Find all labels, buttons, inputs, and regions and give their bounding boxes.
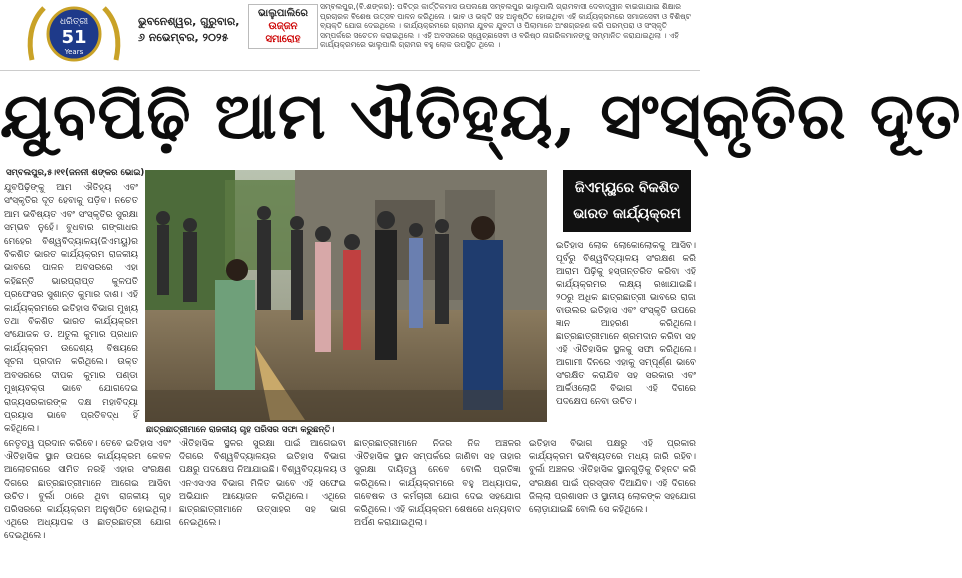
emblem-years: Years (64, 48, 84, 56)
bottom-column: ଇତିହାସ ବିଭାଗ ପକ୍ଷରୁ ଏହି ପ୍ରକାର କାର୍ଯ୍ୟକ୍ରମ ଭବିଷ୍ୟତରେ ମଧ୍ୟ ଜାରି ରହିବ। ବୁର୍ଲା ଅଞ୍ଚଳର ଐତିହାସିକ ସ୍ଥାନଗୁଡ଼ିକୁ ଚିହ୍ନଟ କରି ସଂରକ୍ଷଣ ପାଇଁ ପ୍ରସ୍ତାବ ଦିଆଯିବ। ଏହି ଦିଗରେ ଜିଲ୍ଲା ପ୍ରଶାସନ ଓ ସ୍ଥାନୀୟ ଲୋକଙ୍କ ସହଯୋଗ ଲୋଡ଼ାଯାଇଛି ବୋଲି ସେ କହିଥିଲେ। (529, 439, 696, 516)
date-line-1: ଭୁବନେଶ୍ୱର, ଗୁରୁବାର, (138, 15, 240, 28)
sidebox-title (563, 170, 691, 232)
article-bottom-columns (4, 438, 696, 578)
photo-caption: ଛାତ୍ରଛାତ୍ରୀମାନେ ରାଜକୀୟ ଗୃହ ପରିସର ସଫା କରୁଛନ୍ତି। (146, 425, 335, 435)
byline: ସମ୍ବଲପୁର,୫।୧୧(ଜନନୀ ଶଙ୍କର ଭୋଇ) (6, 168, 145, 178)
emblem-top-text: ଧରିତ୍ରୀ (59, 17, 89, 27)
bottom-column: ଛାତ୍ରଛାତ୍ରୀମାନେ ନିଜର ନିଜ ଅଞ୍ଚଳର ଐତିହାସିକ ସ୍ଥାନ ସମ୍ପର୍କରେ ଜାଣିବା ସହ ତାହାର ସୁରକ୍ଷା ଦାୟିତ୍ୱ ନେବେ ବୋଲି ପ୍ରତିଜ୍ଞା କରିଥିଲେ। କାର୍ଯ୍ୟକ୍ରମରେ ବହୁ ଅଧ୍ୟାପକ, ଗବେଷକ ଓ କର୍ମଚାରୀ ଯୋଗ ଦେଇ ସହଯୋଗ କରିଥିଲେ। ଏହି କାର୍ଯ୍ୟକ୍ରମ ଶେଷରେ ଧନ୍ୟବାଦ ଅର୍ପଣ କରାଯାଇଥିଲା। (354, 439, 521, 529)
emblem-number: 51 (61, 27, 87, 48)
article-right-column: ଇତିହାସ ଲୋକ ଲୋକୋଲୋକକୁ ଆସିବ। ପୂର୍ବରୁ ବିଶ୍ୱବିଦ୍ୟାଳୟ ସଂରକ୍ଷଣ କରି ଆରାମ ପିଢ଼ିକୁ ହସ୍ତାନ୍ତରିତ କରିବା ଏହି କାର୍ଯ୍ୟକ୍ରମର ଲକ୍ଷ୍ୟ ରଖାଯାଇଛି। ୨୦ରୁ ଅଧିକ ଛାତ୍ରଛାତ୍ରୀ ଭାବରେ ରାଜା ବାଉଲର ଇତିହାସ ଏବଂ ସଂସ୍କୃତି ଉପରେ ଜ୍ଞାନ ଆହରଣ କରିଥିଲେ। ଛାତ୍ରଛାତ୍ରୀମାନେ ଶ୍ରମଦାନ କରିବା ସହ ଏହି ଐତିହାସିକ ସ୍ଥଳକୁ ସଫା କରିଥିଲେ। ଆଗାମୀ ଦିନରେ ଏହାକୁ ସମ୍ପୂର୍ଣ୍ଣ ଭାବେ ସଂରକ୍ଷିତ କରାଯିବ ସହ ସରକାର ଏବଂ ଆର୍କିଓଲୋଜି ବିଭାଗ ଏହି ଦିଗରେ ପଦକ୍ଷେପ ନେବା ଉଚିତ। (556, 241, 696, 407)
masthead (0, 0, 700, 71)
side-story-label (248, 4, 318, 49)
side-label-line-2: ଉଜ୍ଜନ (268, 21, 298, 32)
side-story-text: ସମ୍ବଲପୁର,(ବି.ଶଙ୍କର): ପବିତ୍ର କାର୍ତ୍ତିକମାସ ଉପଲକ୍ଷେ ସମ୍ବଲପୁର ଭାଲୁପାଲି ଗ୍ରାମବାସୀ ଦେବାଦ୍ୱୀନ ବାଇଗାଯାଇ ଶିକ୍ଷାର ପ୍ରଚାରକ ବିଶେଷ ଉତ୍ସବ ପାଳନ କରିଥିଲେ । ଭାବ ଓ ଭକ୍ତି ସହ ଅନୁଷ୍ଠିତ ହୋଇଥିବା ଏହି କାର୍ଯ୍ୟକ୍ରମରେ ସମାଜସେବୀ ଓ ବିଶିଷ୍ଟ ବ୍ୟକ୍ତି ଯୋଗ ଦେଇଥିଲେ । କାର୍ଯ୍ୟକ୍ରମରେ ଗ୍ରାମର ଯୁବକ ଯୁବତୀ ଓ ପିଲାମାନେ ଅଂଶଗ୍ରହଣ କରି ପରମ୍ପରା ଓ ସଂସ୍କୃତି ସମ୍ପର୍କରେ ସଚେତନ କରାଇଥିଲେ । ଏହି ଅବସରରେ ସ୍ୱେଚ୍ଛାସେବୀ ଓ ବରିଷ୍ଠ ନାଗରିକମାନଙ୍କୁ ସମ୍ମାନିତ କରାଯାଇଥିଲା । ଏହି କାର୍ଯ୍ୟକ୍ରମରେ ଭାଲୁପାଲି ଗ୍ରାମର ବହୁ ଲୋକ ଉପସ୍ଥିତ ଥିଲେ । (320, 2, 691, 49)
bottom-column: ଐତିହାସିକ ସ୍ଥଳର ସୁରକ୍ଷା ପାଇଁ ଆଗେଇବା ଦିଗରେ ବିଶ୍ୱବିଦ୍ୟାଳୟର ଇତିହାସ ବିଭାଗ ପକ୍ଷରୁ ପଦକ୍ଷେପ ନିଆଯାଇଛି। ବିଶ୍ୱବିଦ୍ୟାଳୟ ଓ ଏନଏସଏସ ବିଭାଗ ମିଳିତ ଭାବେ ଏହି ସଫେଇ ଅଭିଯାନ ଆୟୋଜନ କରିଥିଲେ। ଏଥିରେ ଛାତ୍ରଛାତ୍ରୀମାନେ ଉତ୍ସାହର ସହ ଭାଗ ନେଇଥିଲେ। (179, 439, 346, 529)
sidebox-line-1: ଜିଏମ୍‌ୟୁରେ ବିକଶିତ (574, 180, 680, 196)
dateline (138, 14, 250, 46)
date-line-2: ୬ ନଭେମ୍ବର, ୨୦୨୫ (138, 31, 229, 44)
anniversary-emblem-icon (24, 2, 124, 64)
side-label-line-3: ସମାରୋହ (265, 34, 301, 45)
side-label-line-1: ଭାଲୁପାଲିରେ (258, 8, 308, 19)
news-photo (145, 170, 547, 422)
page-headline: ଯୁବପିଢ଼ି ଆମ ଐତିହ୍ୟ, ସଂସ୍କୃତିର ଦୂତ (0, 79, 962, 154)
bottom-column: ନେତୃତ୍ୱ ପ୍ରଦାନ କରିବେ। ତେବେ ଇତିହାସ ଏବଂ ଐତିହାସିକ ସ୍ଥାନ ଉପରେ କାର୍ଯ୍ୟକ୍ରମ କେବଳ ଆଲୋଚନାରେ ସୀମିତ ନରହି ଏହାର ସଂରକ୍ଷଣ ଦିଗରେ ଛାତ୍ରଛାତ୍ରୀମାନେ ଆଗେଇ ଆସିବା ଉଚିତ। ବୁର୍ଲା ଠାରେ ଥିବା ରାଜକୀୟ ଗୃହ ପରିସରରେ କାର୍ଯ୍ୟକ୍ରମ ଅନୁଷ୍ଠିତ ହୋଇଥିଲା। ଏଥିରେ ଅଧ୍ୟାପକ ଓ ଛାତ୍ରଛାତ୍ରୀ ଯୋଗ ଦେଇଥିଲେ। (4, 439, 171, 542)
sidebox-line-2: ଭାରତ କାର୍ଯ୍ୟକ୍ରମ (573, 206, 681, 222)
article-left-column: ଯୁବପିଢ଼ିଙ୍କୁ ଆମ ଐତିହ୍ୟ ଏବଂ ସଂସ୍କୃତିର ଦୂତ ହେବାକୁ ପଡ଼ିବ। ନଚେତ ଆମ ଭବିଷ୍ୟତ ଏବଂ ସଂସ୍କୃତିର ସୁରକ୍ଷା ସମ୍ଭବ ନୁହେଁ। ବୁଧବାର ଗଙ୍ଗାଧର ମେହେର ବିଶ୍ୱବିଦ୍ୟାଳୟ(ଜିଏମୟୁ)ର ବିକଶିତ ଭାରତ କାର୍ଯ୍ୟକ୍ରମ ରାଜକୀୟ ଭାବରେ ପାଳନ ଅବସରରେ ଏହା କହିଛନ୍ତି ଭାରପ୍ରାପ୍ତ କୁଳପତି ପ୍ରଫେସର ସୁଶାନ୍ତ କୁମାର ଦାଶ। ଏହି କାର୍ଯ୍ୟକ୍ରମରେ ଇତିହାସ ବିଭାଗ ମୁଖ୍ୟ ତଥା ବିକଶିତ ଭାରତ କାର୍ଯ୍ୟକ୍ରମ ସଂଯୋଜକ ଡ. ଅତୁଲ କୁମାର ପ୍ରଧାନ କାର୍ଯ୍ୟକ୍ରମ ଉଦ୍ଦେଶ୍ୟ ବିଷୟରେ ସୂଚନା ପ୍ରଦାନ କରିଥିଲେ। ଉକ୍ତ ଅବସରରେ ଦୀପକ କୁମାର ପଣ୍ଡା ମୁଖ୍ୟବକ୍ତା ଭାବେ ଯୋଗଦେଇ ରାଜ୍ୟସରକାରଙ୍କ ଦକ୍ଷ ମହାବିଦ୍ୟା ପ୍ରୟାସ ଭାବେ ପ୍ରତିବଦ୍ଧ ହିଁ କହିଥିଲେ। (4, 183, 138, 435)
photo-illustration (145, 170, 547, 422)
